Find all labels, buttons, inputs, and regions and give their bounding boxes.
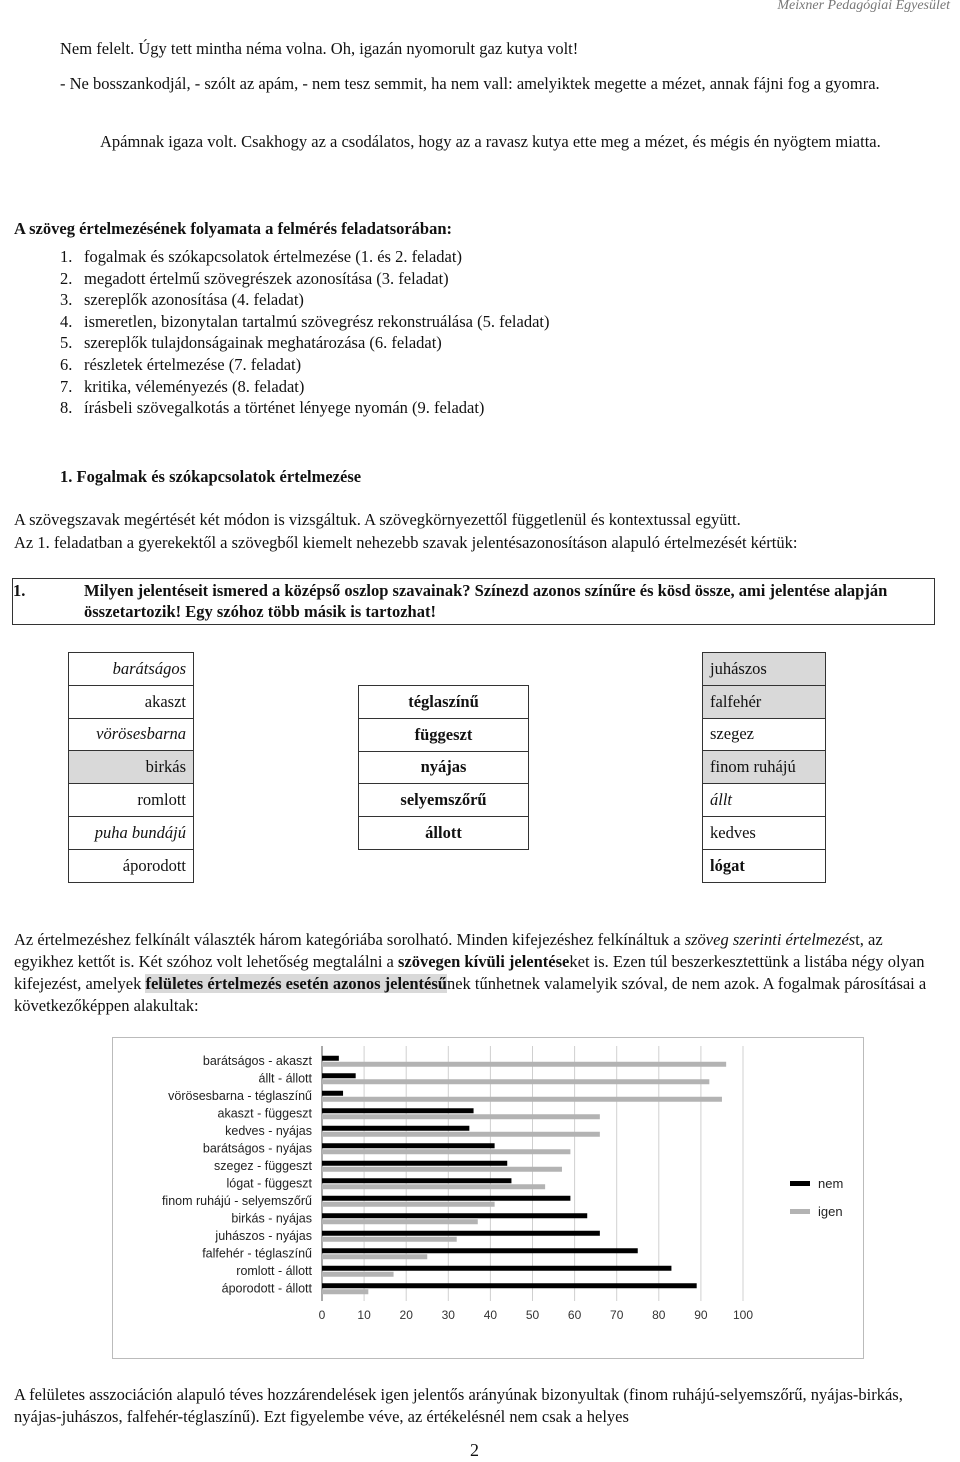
chart-bar-nem xyxy=(322,1091,343,1096)
chart-x-tick-label: 80 xyxy=(652,1308,666,1322)
process-item-number: 6. xyxy=(60,354,73,374)
task-box xyxy=(12,578,935,625)
chart-bar-nem xyxy=(322,1056,339,1061)
chart-category-label: vörösesbarna - téglaszínű xyxy=(168,1088,312,1103)
chart-bar-nem xyxy=(322,1143,495,1148)
process-item-text: ismeretlen, bizonytalan tartalmú szövegrész rekonstruálása (5. feladat) xyxy=(84,311,550,331)
chart-bar-igen xyxy=(322,1114,600,1119)
process-list xyxy=(60,246,549,419)
process-item-text: részletek értelmezése (7. feladat) xyxy=(84,354,302,374)
process-item-number: 8. xyxy=(60,398,73,418)
chart-bar-nem xyxy=(322,1126,469,1131)
chart-bar-nem xyxy=(322,1248,638,1253)
word-cell: finom ruhájú xyxy=(703,751,826,784)
chart-legend-label: nem xyxy=(818,1176,844,1191)
word-cell: kedves xyxy=(703,816,826,849)
section-heading: 1. Fogalmak és szókapcsolatok értelmezése xyxy=(60,467,362,486)
chart-bar-igen xyxy=(322,1254,427,1259)
interpretation-paragraph xyxy=(14,929,946,1017)
interp-text: t, az egyikhez kettőt is. Két szóhoz volt lehetőség megtalálni a xyxy=(14,930,883,971)
chart-legend-swatch xyxy=(790,1209,810,1214)
chart-bar-nem xyxy=(322,1178,511,1183)
chart-bar-igen xyxy=(322,1062,726,1067)
task-text: Milyen jelentéseit ismered a középső oszlop szavainak? Színezd azonos színűre és kösd össze, ami jelentése alapján összetartozik! Egy szóhoz több másik is tartozhat! xyxy=(84,581,888,621)
chart-bar-igen xyxy=(322,1097,722,1102)
chart-x-tick-label: 40 xyxy=(483,1308,498,1322)
chart-bar-nem xyxy=(322,1231,600,1236)
process-list-item xyxy=(60,289,549,311)
chart-category-label: romlott - állott xyxy=(236,1263,312,1278)
chart-bar-igen xyxy=(322,1202,495,1207)
chart-bar-igen xyxy=(322,1219,478,1224)
process-item-text: kritika, véleményezés (8. feladat) xyxy=(84,376,305,396)
word-cell: téglaszínű xyxy=(359,686,529,719)
chart-category-label: akaszt - függeszt xyxy=(217,1106,312,1121)
chart-bar-igen xyxy=(322,1184,545,1189)
process-list-item xyxy=(60,376,549,398)
word-column-right xyxy=(702,652,826,883)
process-item-text: szereplők azonosítása (4. feladat) xyxy=(84,290,304,310)
word-cell: függeszt xyxy=(359,718,529,751)
chart-bar-igen xyxy=(322,1289,368,1294)
chart-bar-nem xyxy=(322,1196,570,1201)
task-number: 1. xyxy=(13,581,26,600)
chart-svg xyxy=(113,1038,863,1358)
conclusion-paragraph: A felületes asszociáción alapuló téves hozzárendelések igen jelentős arányúnak bizonyultak (finom ruhájú-selyemszőrű, nyájas-birkás, nyájas-juhászos, falfehér-téglaszínű). Ezt figyelembe véve, az értékelésnél nem csak a helyes xyxy=(14,1385,903,1426)
process-item-text: fogalmak és szókapcsolatok értelmezése (1. és 2. feladat) xyxy=(84,247,462,266)
process-list-item xyxy=(60,332,549,354)
process-item-number: 2. xyxy=(60,268,73,288)
chart-category-label: birkás - nyájas xyxy=(231,1211,312,1226)
chart-category-label: állt - állott xyxy=(258,1071,312,1086)
word-cell: barátságos xyxy=(69,653,194,686)
chart-bar-igen xyxy=(322,1167,562,1172)
word-cell: nyájas xyxy=(359,751,529,784)
interp-italic: szöveg szerinti értelmezés xyxy=(684,930,856,949)
word-cell: szegez xyxy=(703,718,826,751)
story-line-2: - Ne bosszankodjál, - szólt az apám, - nem tesz semmit, ha nem vall: amelyiktek megette a mézet, annak fájni fog a gyomra. xyxy=(60,74,880,93)
page-number: 2 xyxy=(470,1440,479,1460)
chart-bar-igen xyxy=(322,1237,457,1242)
chart-bar-igen xyxy=(322,1149,570,1154)
chart-x-tick-label: 30 xyxy=(441,1308,455,1322)
word-cell: selyemszőrű xyxy=(359,784,529,817)
interp-text: nek tűnhetnek valamelyik szóval, de nem azok. A fogalmak párosításai a következőképpen alakultak: xyxy=(14,974,927,1015)
chart-bar-nem xyxy=(322,1108,474,1113)
pairing-bar-chart xyxy=(112,1037,864,1359)
process-item-number: 5. xyxy=(60,333,73,353)
process-item-number: 4. xyxy=(60,311,73,331)
chart-bar-nem xyxy=(322,1283,697,1288)
process-list-item xyxy=(60,397,549,419)
process-list-item xyxy=(60,311,549,333)
chart-x-tick-label: 100 xyxy=(732,1308,754,1322)
chart-x-tick-label: 90 xyxy=(694,1308,708,1322)
chart-bar-nem xyxy=(322,1073,356,1078)
chart-x-tick-label: 20 xyxy=(399,1308,413,1322)
chart-x-tick-label: 60 xyxy=(567,1308,582,1322)
chart-x-tick-label: 50 xyxy=(525,1308,540,1322)
chart-bar-igen xyxy=(322,1079,709,1084)
chart-category-label: juhászos - nyájas xyxy=(215,1228,312,1243)
word-cell: falfehér xyxy=(703,685,826,718)
word-cell: állott xyxy=(359,817,529,850)
word-column-left xyxy=(68,652,194,883)
word-cell: akaszt xyxy=(69,685,194,718)
chart-category-label: kedves - nyájas xyxy=(225,1123,312,1138)
word-cell: juhászos xyxy=(703,653,826,686)
word-cell: lógat xyxy=(703,849,826,882)
word-cell: állt xyxy=(703,784,826,817)
chart-category-label: finom ruhájú - selyemszőrű xyxy=(161,1193,312,1208)
chart-x-tick-label: 70 xyxy=(610,1308,624,1322)
chart-bar-igen xyxy=(322,1272,394,1277)
chart-bar-nem xyxy=(322,1266,671,1271)
chart-bar-nem xyxy=(322,1213,587,1218)
header-organization: Meixner Pedagógiai Egyesület xyxy=(777,0,950,13)
process-item-number: 3. xyxy=(60,290,73,310)
process-item-text: írásbeli szövegalkotás a történet lényege nyomán (9. feladat) xyxy=(84,398,485,418)
process-list-item xyxy=(60,246,549,268)
process-item-text: megadott értelmű szövegrészek azonosítása (3. feladat) xyxy=(84,268,449,288)
interp-highlight: felületes értelmezés esetén azonos jelentésű xyxy=(145,974,447,993)
word-cell: vörösesbarna xyxy=(69,718,194,751)
story-line-3: Apámnak igaza volt. Csakhogy az a csodálatos, hogy az a ravasz kutya ette meg a mézet, és mégis én nyögtem miatta. xyxy=(100,132,881,151)
word-cell: birkás xyxy=(69,751,194,784)
process-list-item xyxy=(60,268,549,290)
story-line-1: Nem felelt. Úgy tett mintha néma volna. Oh, igazán nyomorult gaz kutya volt! xyxy=(60,39,579,58)
chart-category-label: falfehér - téglaszínű xyxy=(202,1246,312,1261)
process-item-number: 7. xyxy=(60,376,73,396)
chart-category-label: áporodott - állott xyxy=(221,1281,312,1296)
chart-category-label: lógat - függeszt xyxy=(226,1176,312,1191)
chart-bar-igen xyxy=(322,1132,600,1137)
chart-x-tick-label: 10 xyxy=(357,1308,371,1322)
chart-category-label: barátságos - nyájas xyxy=(202,1141,312,1156)
section-paragraph-1: A szövegszavak megértését két módon is vizsgáltuk. A szövegkörnyezettől függetlenül és kontextussal együtt. xyxy=(14,510,741,529)
process-title: A szöveg értelmezésének folyamata a felmérés feladatsorában: xyxy=(14,219,453,238)
chart-x-tick-label: 0 xyxy=(318,1308,326,1322)
word-cell: áporodott xyxy=(69,849,194,882)
chart-bar-nem xyxy=(322,1161,507,1166)
chart-category-label: szegez - függeszt xyxy=(214,1158,312,1173)
process-list-item xyxy=(60,354,549,376)
chart-legend-swatch xyxy=(790,1181,810,1186)
interp-text: ket is. Ezen túl beszerkesztettünk a listába négy olyan kifejezést, amelyek xyxy=(14,952,925,993)
word-column-middle xyxy=(358,685,529,850)
chart-category-label: barátságos - akaszt xyxy=(202,1053,312,1068)
process-item-number: 1. xyxy=(60,247,73,266)
interp-text: Az értelmezéshez felkínált választék három kategóriába sorolható. Minden kifejezéshez felkínáltuk a xyxy=(14,930,685,949)
word-cell: romlott xyxy=(69,784,194,817)
word-cell: puha bundájú xyxy=(69,816,194,849)
chart-legend-label: igen xyxy=(818,1204,843,1219)
process-item-text: szereplők tulajdonságainak meghatározása (6. feladat) xyxy=(84,333,442,353)
section-paragraph-2: Az 1. feladatban a gyerekektől a szövegből kiemelt nehezebb szavak jelentésazonosításon alapuló értelmezését kértük: xyxy=(14,533,798,552)
interp-bold: szövegen kívüli jelentése xyxy=(397,952,570,971)
